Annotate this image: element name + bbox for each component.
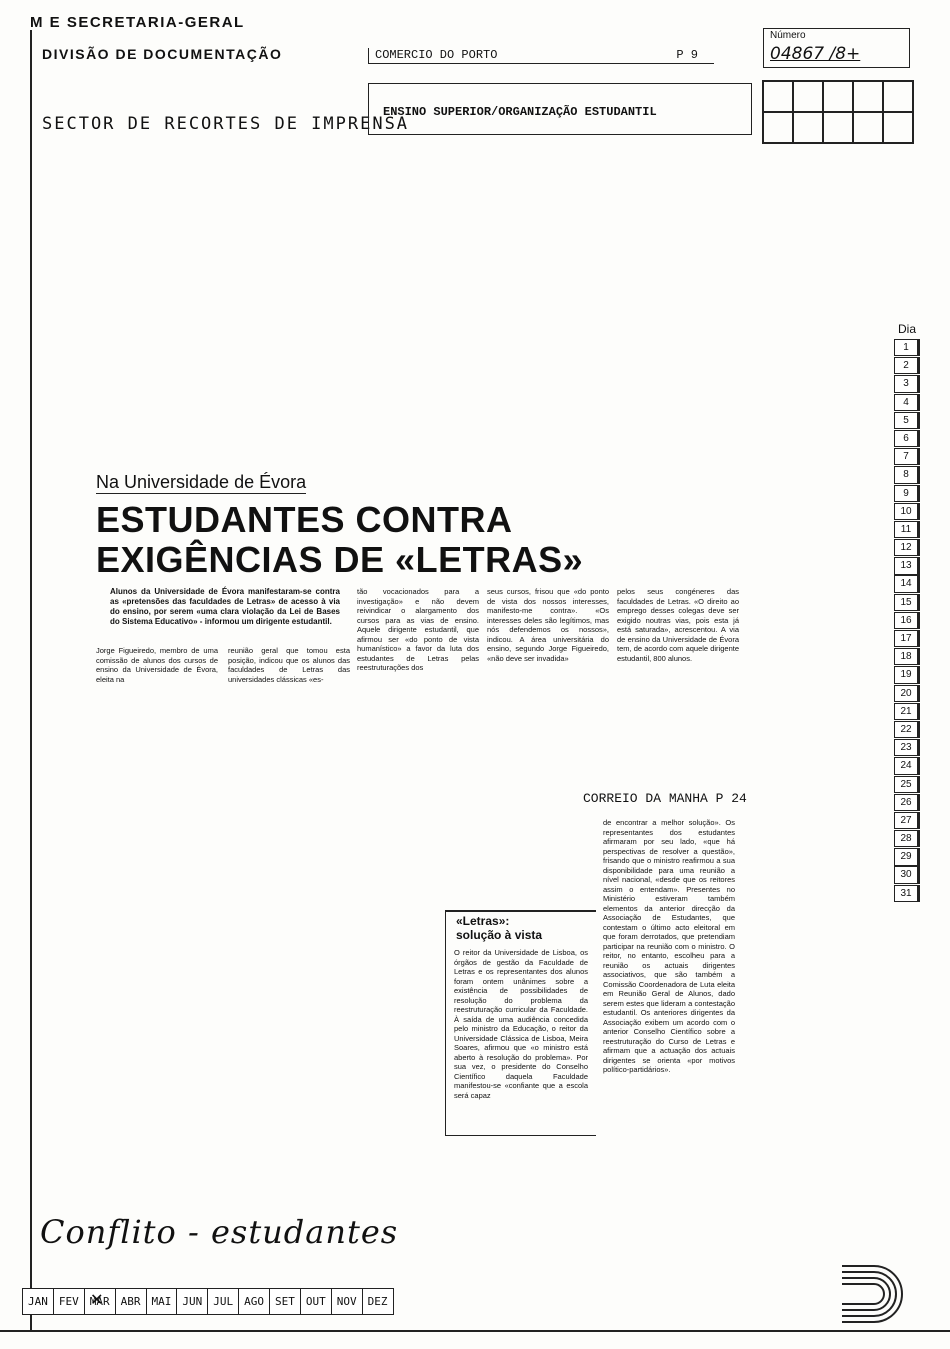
month-cell[interactable]: DEZ (367, 1295, 388, 1308)
day-cell[interactable]: 18 (894, 648, 920, 665)
logo-icon (840, 1258, 910, 1330)
month-cell[interactable]: JUN (177, 1289, 208, 1314)
source-field (368, 48, 714, 64)
day-cell[interactable]: 27 (894, 812, 920, 829)
source-page: P 9 (676, 48, 698, 62)
second-article-column-2: de encontrar a melhor solução». Os representantes dos estudantes afirmaram por seu lado, «que há perspectivas de resolver a questão», frisando que o ministro reafirmou a sua disponibilidade para uma reunião a nível nacional, «desde que os reitores assim o entendam». Presentes no Ministério estiveram também elementos da anterior direcção da Associação de Estudantes, que contestam o último acto eleitoral em que foram derrotados, que pretendiam participar na reunião com o ministro. O reitor, no entanto, escolheu para a reunião os actuais dirigentes associativos, que são também a Comissão Coordenadora de Luta eleita em Reunião Geral de Alunos, dado serem estes que lideram a contestação estudantil. Os anteriores dirigentes da Associação exibem um acordo com o anterior Conselho Científico sobre a reestruturação do Curso de Letras e afirmam que a actuação dos actuais dirigentes se orienta «por motivos político-partidários». (603, 818, 735, 1074)
month-cell[interactable]: AGO (239, 1289, 270, 1314)
day-cell[interactable]: 9 (894, 485, 920, 502)
second-source: CORREIO DA MANHA P 24 (583, 791, 747, 806)
month-cell[interactable]: JUL (208, 1289, 239, 1314)
day-cell[interactable]: 8 (894, 466, 920, 483)
day-cell[interactable]: 2 (894, 357, 920, 374)
day-cell[interactable]: 21 (894, 703, 920, 720)
article-kicker: Na Universidade de Évora (96, 472, 307, 492)
day-cell[interactable]: 16 (894, 612, 920, 629)
article-column-2: reunião geral que tomou esta posição, indicou que os alunos das faculdades de Letras das universidades clássicas «es- (228, 646, 350, 684)
day-cell[interactable]: 17 (894, 630, 920, 647)
article-column-1: Jorge Figueiredo, membro de uma comissão de alunos dos cursos de ensino da Universidade de Évora, eleita na (96, 646, 218, 684)
month-cell[interactable]: OUT (301, 1289, 332, 1314)
second-article-body: O reitor da Universidade de Lisboa, os órgãos de gestão da Faculdade de Letras e os representantes dos alunos foram ontem unânimes sobre a existência de possibilidades de resolução do problema da reestruturação curricular da Faculdade. À saída de uma audiência concedida pelo ministro da Educação, o reitor da Universidade Clássica de Lisboa, Meira Soares, afirmou que «o ministro está aberto à resolução do problema». Por sua vez, o presidente do Conselho Científico daquela Faculdade manifestou-se «confiante que a escola será capaz (454, 948, 588, 1100)
month-cell[interactable]: SET (270, 1289, 301, 1314)
second-article-box (445, 910, 596, 1136)
number-box (763, 28, 910, 68)
month-selector (22, 1288, 394, 1315)
number-value: 04867 /8+ (770, 44, 861, 64)
day-cell[interactable]: 23 (894, 739, 920, 756)
day-cell[interactable]: 11 (894, 521, 920, 538)
day-cell[interactable]: 6 (894, 430, 920, 447)
month-cell[interactable]: NOV (332, 1289, 363, 1314)
source-name: COMERCIO DO PORTO (375, 48, 498, 62)
day-cell[interactable]: 28 (894, 830, 920, 847)
article-column-4: seus cursos, frisou que «do ponto de vista dos nossos interesses, manifesto-me contra». «Os interesses deles são legítimos, mas nós defendemos os nossos», indicou. A área universitária do ensino, segundo Jorge Figueiredo, «não deve ser invadida» (487, 587, 609, 663)
division-title: DIVISÃO DE DOCUMENTAÇÃO (42, 46, 283, 62)
day-cell[interactable]: 31 (894, 885, 920, 902)
number-label: Número (770, 30, 806, 41)
handwritten-note: Conflito - estudantes (40, 1213, 399, 1251)
article-lead: Alunos da Universidade de Évora manifestaram-se contra as «pretensões das faculdades de Letras» de acesso à via do ensino, por serem «uma clara violação da Lei de Bases do Sistema Educativo» - informou um dirigente estudantil. (110, 587, 340, 626)
day-cell[interactable]: 4 (894, 394, 920, 411)
day-cell[interactable]: 13 (894, 557, 920, 574)
day-cell[interactable]: 22 (894, 721, 920, 738)
sector-title: SECTOR DE RECORTES DE IMPRENSA (42, 114, 410, 134)
margin-line (30, 30, 32, 1330)
day-sidebar (894, 339, 920, 903)
topic-box (368, 83, 752, 135)
month-cell[interactable]: FEV (54, 1289, 85, 1314)
bottom-rule (0, 1330, 950, 1332)
org-title: M E SECRETARIA-GERAL (30, 14, 245, 31)
day-sidebar-title: Dia (898, 322, 917, 336)
article-column-5: pelos seus congéneres das faculdades de Letras. «O direito ao emprego desses colegas deve ser exigido noutras vias, pois esta já está saturada», acrescentou. A via de ensino da Universidade de Évora tem, de acordo com aquele dirigente estudantil, 800 alunos. (617, 587, 739, 663)
month-cell[interactable]: MAR ✕ (85, 1289, 116, 1314)
day-cell[interactable]: 24 (894, 757, 920, 774)
second-article-title: «Letras»: solução à vista (446, 910, 596, 944)
day-cell[interactable]: 15 (894, 594, 920, 611)
day-cell[interactable]: 29 (894, 848, 920, 865)
article-column-3: tão vocacionados para a investigação» e não devem reivindicar o alargamento dos cursos para as vias de ensino. Aquele dirigente estudantil, que afirmou ser «do ponto de vista humanístico» a favor da luta dos estudantes de Letras pelas reestruturações dos (357, 587, 479, 672)
topic-label: ENSINO SUPERIOR/ORGANIZAÇÃO ESTUDANTIL (383, 105, 657, 119)
day-cell[interactable]: 30 (894, 866, 920, 883)
day-cell[interactable]: 12 (894, 539, 920, 556)
day-cell[interactable]: 25 (894, 776, 920, 793)
day-cell[interactable]: 1 (894, 339, 920, 356)
classification-grid (762, 80, 914, 144)
month-cell[interactable]: ABR (116, 1289, 147, 1314)
day-cell[interactable]: 10 (894, 503, 920, 520)
day-cell[interactable]: 3 (894, 375, 920, 392)
day-cell[interactable]: 14 (894, 575, 920, 592)
day-cell[interactable]: 26 (894, 794, 920, 811)
day-cell[interactable]: 20 (894, 685, 920, 702)
month-cell[interactable]: MAI (147, 1289, 178, 1314)
day-cell[interactable]: 19 (894, 666, 920, 683)
article-headline: ESTUDANTES CONTRA EXIGÊNCIAS DE «LETRAS» (96, 499, 584, 580)
day-cell[interactable]: 5 (894, 412, 920, 429)
day-cell[interactable]: 7 (894, 448, 920, 465)
month-cell[interactable]: JAN (23, 1289, 54, 1314)
